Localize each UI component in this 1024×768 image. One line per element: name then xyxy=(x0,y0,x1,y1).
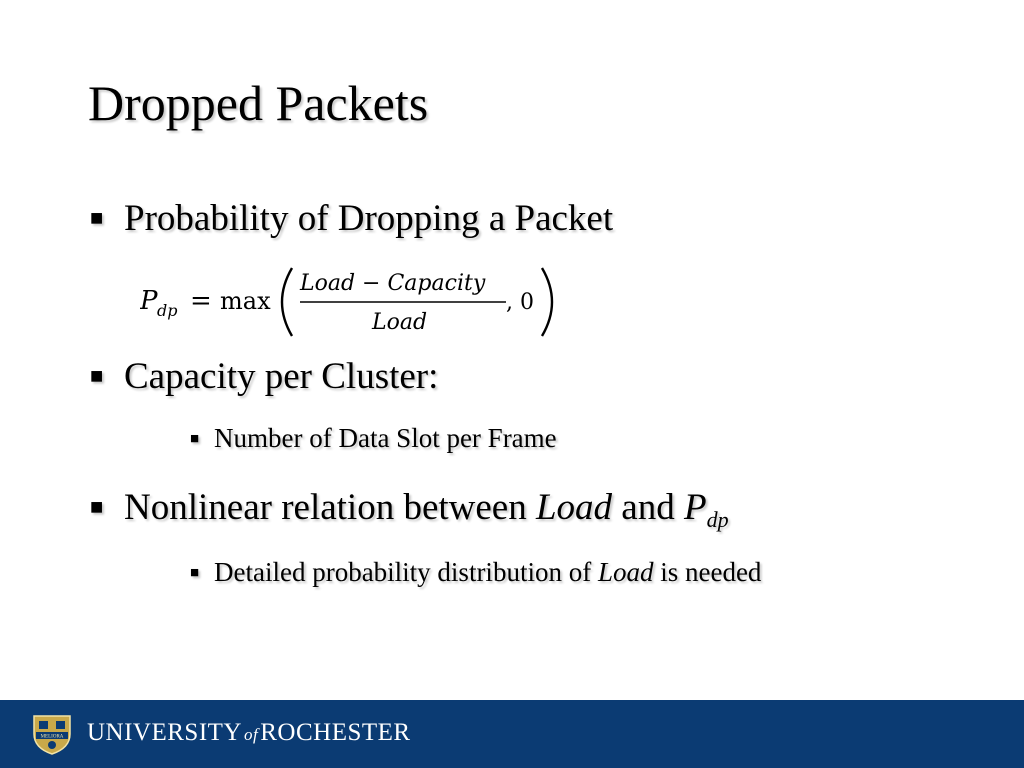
bullet-nonlinear xyxy=(90,485,729,530)
square-bullet-icon: ■ xyxy=(190,431,200,447)
formula-numerator: Load − Capacity xyxy=(300,271,486,296)
wordmark-university: UNIVERSITY xyxy=(87,719,242,746)
university-seal-icon xyxy=(28,712,76,756)
bullet-capacity xyxy=(90,354,438,399)
subbullet-data-slot xyxy=(190,421,557,456)
bullet-probability xyxy=(90,196,613,241)
bullet-subscript: dp xyxy=(706,507,729,532)
university-wordmark xyxy=(87,718,411,750)
bullet-text-mid: and xyxy=(612,487,684,528)
left-paren-icon xyxy=(282,268,292,336)
subbullet-distribution xyxy=(190,555,761,590)
slide-title: Dropped Packets xyxy=(88,75,429,131)
subbullet-text: Detailed probability distribution of xyxy=(214,557,598,587)
bullet-em-load: Load xyxy=(535,487,613,528)
right-paren-icon xyxy=(542,268,552,336)
subbullet-text: Number of Data Slot per Frame xyxy=(214,423,557,453)
bullet-text: Capacity per Cluster: xyxy=(124,356,439,397)
subbullet-text-after: is needed xyxy=(653,557,762,587)
square-bullet-icon: ■ xyxy=(190,565,200,581)
square-bullet-icon: ■ xyxy=(90,205,104,230)
wordmark-rochester: ROCHESTER xyxy=(260,719,411,746)
formula-lhs-subscript: dp xyxy=(157,301,178,320)
bullet-text: Nonlinear relation between xyxy=(124,487,536,528)
bullet-em-p: P xyxy=(683,487,707,528)
formula-equals: = xyxy=(190,286,212,316)
footer-bar xyxy=(0,700,1024,768)
drop-probability-formula xyxy=(140,262,560,342)
formula-lhs: P xyxy=(140,286,158,316)
formula-denominator: Load xyxy=(372,310,428,335)
formula-second-arg: , 0 xyxy=(506,290,534,315)
formula-max: max xyxy=(220,287,271,315)
svg-text:MELIORA: MELIORA xyxy=(40,734,64,740)
wordmark-of: of xyxy=(244,725,259,744)
square-bullet-icon: ■ xyxy=(90,494,104,519)
subbullet-em-load: Load xyxy=(597,557,654,587)
square-bullet-icon: ■ xyxy=(90,363,104,388)
bullet-text: Probability of Dropping a Packet xyxy=(124,198,614,239)
